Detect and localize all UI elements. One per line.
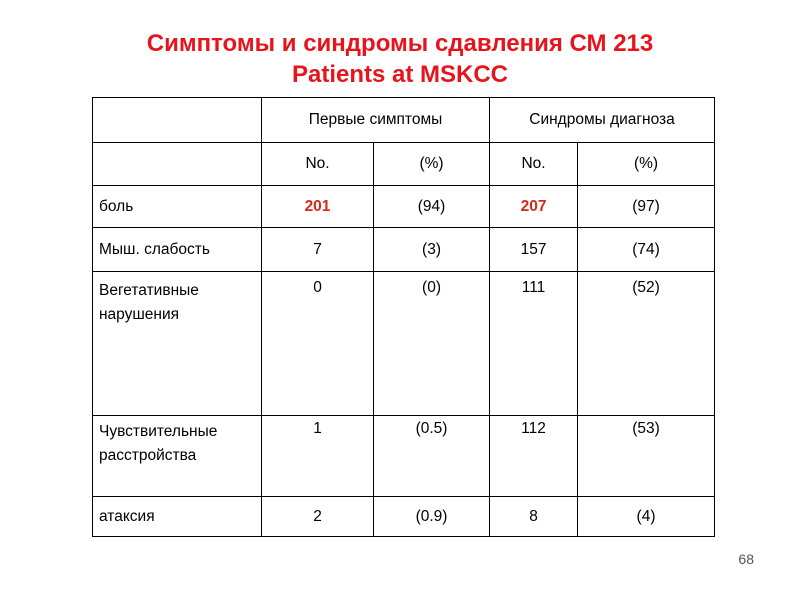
symptoms-table <box>92 97 715 537</box>
subheader-diag-no: No. <box>490 143 578 186</box>
row-label: атаксия <box>93 497 262 537</box>
slide-title-line-2: Patients at MSKCC <box>291 61 509 88</box>
cell-first-no: 1 <box>262 416 374 497</box>
cell-first-pct: (3) <box>374 228 490 272</box>
group-header-diagnosis-syndromes: Синдромы диагноза <box>490 98 715 143</box>
slide-title <box>0 28 800 90</box>
row-label: Вегетативные нарушения <box>93 272 262 416</box>
row-label: Мыш. слабость <box>93 228 262 272</box>
cell-first-no: 0 <box>262 272 374 416</box>
cell-diag-pct: (74) <box>578 228 715 272</box>
table-header-row-groups <box>93 98 715 143</box>
cell-first-no: 201 <box>262 186 374 228</box>
table-row <box>93 186 715 228</box>
row-label: Чувствительные расстройства <box>93 416 262 497</box>
cell-first-pct: (0.9) <box>374 497 490 537</box>
subheader-first-no: No. <box>262 143 374 186</box>
table-header-row-subheaders <box>93 143 715 186</box>
cell-diag-pct: (53) <box>578 416 715 497</box>
cell-diag-no: 8 <box>490 497 578 537</box>
cell-diag-pct: (97) <box>578 186 715 228</box>
group-header-first-symptoms: Первые симптомы <box>262 98 490 143</box>
table-corner-cell <box>93 98 262 143</box>
cell-first-pct: (0.5) <box>374 416 490 497</box>
cell-diag-no: 112 <box>490 416 578 497</box>
cell-diag-pct: (4) <box>578 497 715 537</box>
cell-diag-no: 207 <box>490 186 578 228</box>
cell-first-pct: (0) <box>374 272 490 416</box>
table-row <box>93 497 715 537</box>
cell-diag-pct: (52) <box>578 272 715 416</box>
row-label: боль <box>93 186 262 228</box>
cell-diag-no: 157 <box>490 228 578 272</box>
cell-first-pct: (94) <box>374 186 490 228</box>
page-number: 68 <box>738 551 754 567</box>
subheader-diag-pct: (%) <box>578 143 715 186</box>
table-row <box>93 228 715 272</box>
subheader-first-pct: (%) <box>374 143 490 186</box>
cell-diag-no: 111 <box>490 272 578 416</box>
cell-first-no: 7 <box>262 228 374 272</box>
table-row <box>93 416 715 497</box>
table-empty-header-cell <box>93 143 262 186</box>
slide-title-line-1: Симптомы и синдромы сдавления СМ 213 <box>146 30 654 57</box>
table-row <box>93 272 715 416</box>
cell-first-no: 2 <box>262 497 374 537</box>
